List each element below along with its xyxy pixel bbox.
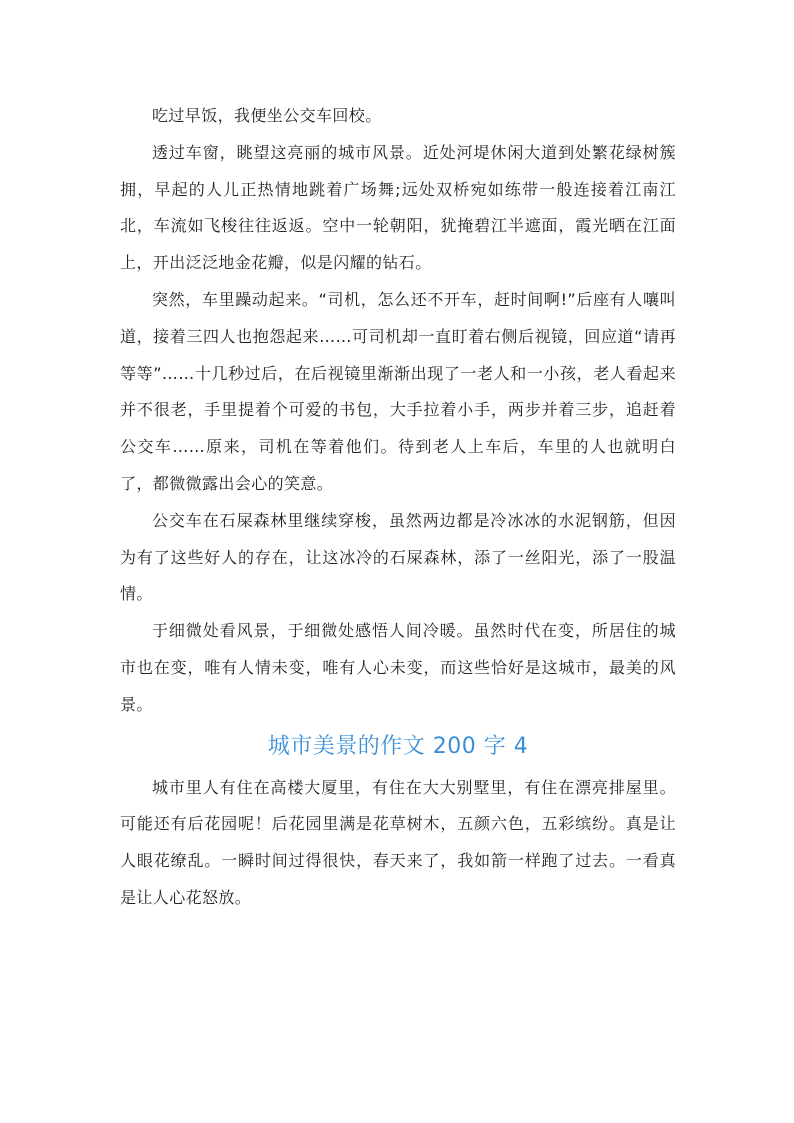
paragraph-bus-waiting: 突然，车里躁动起来。“司机，怎么还不开车，赶时间啊!”后座有人嚷叫道，接着三四人也抱怨起来……可司机却一直盯着右侧后视镜，回应道“请再等等”……十几秒过后，在后视镜里渐渐出现了一老人和一小孩，老人看起来并不很老，手里提着个可爱的书包，大手拉着小手，两步并着三步，追赶着公交车……原来，司机在等着他们。待到老人上车后，车里的人也就明白了，都微微露出会心的笑意。 [120, 289, 676, 493]
paragraph-concrete-forest: 公交车在石屎森林里继续穿梭，虽然两边都是冷冰冰的水泥钢筋，但因为有了这些好人的存在，让这冰冷的石屎森林，添了一丝阳光，添了一股温情。 [120, 510, 676, 604]
paragraph-city-scenery: 透过车窗，眺望这亮丽的城市风景。近处河堤休闲大道到处繁花绿树簇拥，早起的人儿正热情地跳着广场舞;远处双桥宛如练带一般连接着江南江北，车流如飞梭往往返返。空中一轮朝阳，犹掩碧江半遮面，霞光晒在江面上，开出泛泛地金花瓣，似是闪耀的钻石。 [120, 142, 676, 273]
paragraph-conclusion: 于细微处看风景，于细微处感悟人间冷暖。虽然时代在变，所居住的城市也在变，唯有人情未变，唯有人心未变，而这些恰好是这城市，最美的风景。 [120, 621, 676, 714]
section-heading: 城市美景的作文 200 字 4 [267, 733, 529, 759]
document-body [120, 98, 676, 917]
paragraph-city-houses: 城市里人有住在高楼大厦里，有住在大大别墅里，有住在漂亮排屋里。可能还有后花园呢！后花园里满是花草树木，五颜六色，五彩缤纷。真是让人眼花缭乱。一瞬时间过得很快，春天来了，我如箭一样跑了过去。一看真是让人心花怒放。 [120, 777, 676, 907]
paragraph-breakfast: 吃过早饭，我便坐公交车回校。 [152, 106, 382, 125]
